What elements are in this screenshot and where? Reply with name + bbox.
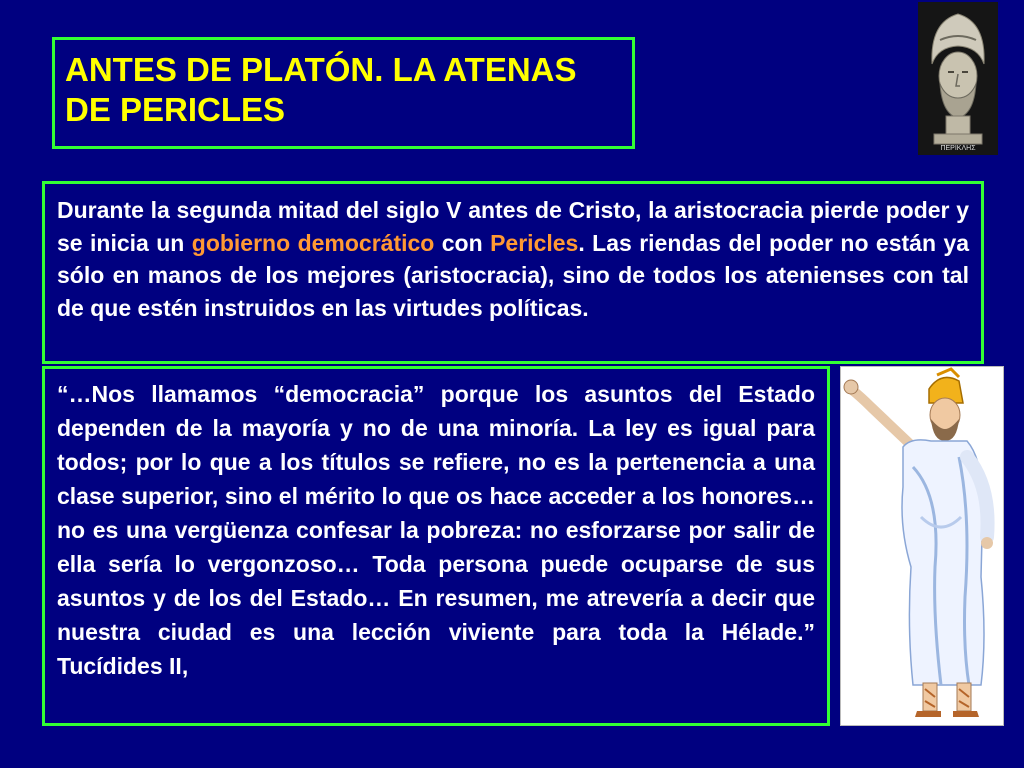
highlight-gobierno-democratico: gobierno democrático <box>191 229 435 256</box>
intro-paragraph <box>57 194 969 324</box>
intro-box <box>42 181 984 364</box>
bust-drawing <box>918 2 998 155</box>
quote-text: “…Nos llamamos “democracia” porque los asuntos del Estado dependen de la mayoría y no de una minoría. La ley es igual para todos; por lo que a los títulos se refiere, no es la pertenencia a una clase superior, sino el mérito lo que os hace acceder a los honores… no es una vergüenza confesar la pobreza: no esforzarse por salir de ella sería lo vergonzoso… Toda persona puede ocuparse de sus asuntos y de los del Estado… En resumen, me atrevería a decir que nuestra ciudad es una lección viviente para toda la Hélade.” Tucídides II, <box>57 381 815 679</box>
intro-text-2: con <box>434 229 491 256</box>
pericles-statue-illustration <box>840 366 1004 726</box>
pericles-bust-image <box>918 2 998 155</box>
highlight-pericles: Pericles <box>490 229 579 256</box>
quote-box <box>42 366 830 726</box>
slide-title: ANTES DE PLATÓN. LA ATENAS DE PERICLES <box>65 51 577 128</box>
intro-text-1: Durante la segunda mitad del siglo V antes de Cristo, la aristocracia pierde poder y se inicia un <box>57 197 969 256</box>
statue-drawing <box>841 367 1003 725</box>
intro-text-3: . Las riendas del poder no están ya sólo en manos de los mejores (aristocracia), sino de todos los atenienses con tal de que estén instruidos en las virtudes políticas. <box>57 229 970 321</box>
title-box <box>52 37 635 149</box>
bust-caption: ΠΕΡΙΚΛΗΣ <box>940 145 976 152</box>
